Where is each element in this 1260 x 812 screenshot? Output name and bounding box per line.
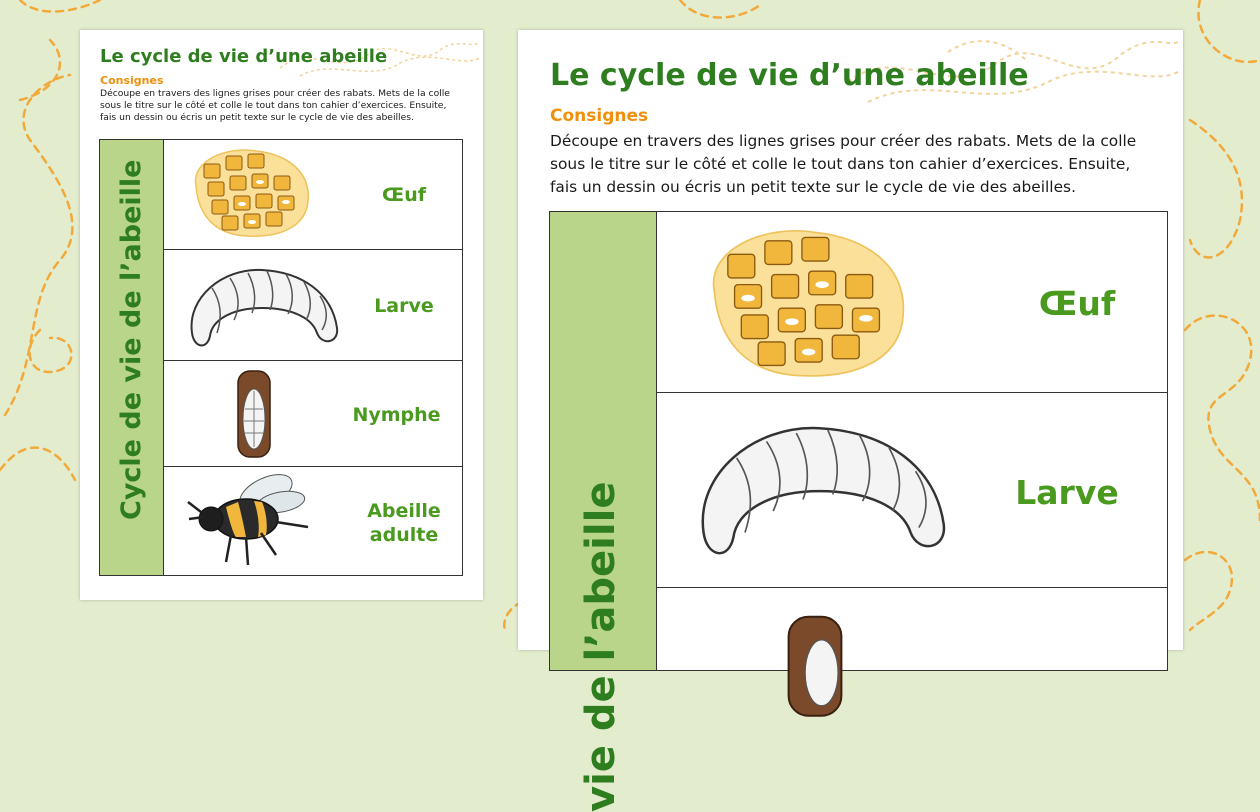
stage-cell-pupa[interactable] [657,588,1167,672]
instructions-heading: Consignes [100,74,164,87]
larva-icon [687,407,952,567]
stage-label-larva: Larve [1015,473,1119,512]
life-cycle-grid [99,139,463,576]
worksheet-title: Le cycle de vie d’une abeille [550,58,1029,93]
stage-cell-egg[interactable] [657,212,1167,393]
stage-cell-pupa[interactable] [164,361,462,467]
stage-cell-egg[interactable] [164,140,462,250]
instructions-line: fais un dessin ou écris un petit texte sur le cycle de vie des abeilles. [100,112,414,123]
stage-cell-adult[interactable] [164,467,462,576]
adult-bee-icon [186,467,316,572]
stage-label-adult [354,499,454,547]
stage-label-larva: Larve [374,295,434,317]
stage-cell-larva[interactable] [164,250,462,361]
honeycomb-egg-icon [697,224,917,384]
instructions-heading: Consignes [550,106,649,126]
stage-cell-larva[interactable] [657,393,1167,588]
instructions-line: Découpe en travers des lignes grises pour créer des rabats. Mets de la colle [550,132,1137,150]
side-title-tab [550,212,657,812]
instructions-line: fais un dessin ou écris un petit texte sur le cycle de vie des abeilles. [550,178,1076,196]
honeycomb-egg-icon [186,146,316,241]
instructions-line: Découpe en travers des lignes grises pour créer des rabats. Mets de la colle [100,88,450,99]
side-title: Cycle de vie de l’abeille [116,159,147,520]
instructions-line: sous le titre sur le côté et colle le tout dans ton cahier d’exercices. Ensuite, [550,155,1131,173]
worksheet-zoomed[interactable] [518,30,1183,812]
stage-label-egg: Œuf [1038,284,1116,323]
larva-icon [182,258,342,353]
worksheet-thumbnail[interactable] [80,30,483,600]
instructions-text [100,88,465,124]
pupa-icon [234,369,274,459]
side-title-tab [100,140,164,575]
worksheet-title: Le cycle de vie d’une abeille [100,46,388,67]
side-title: vie de l’abeille [578,481,624,812]
life-cycle-grid [549,211,1168,812]
stage-label-pupa: Nymphe [352,404,441,426]
instructions-text [550,130,1150,199]
stage-label-adult-line2: adulte [369,524,439,546]
instructions-line: sous le titre sur le côté et colle le tout dans ton cahier d’exercices. Ensuite, [100,100,447,111]
pupa-icon [782,613,848,693]
stage-label-egg: Œuf [382,184,426,206]
stage-label-adult-line1: Abeille [367,500,441,522]
